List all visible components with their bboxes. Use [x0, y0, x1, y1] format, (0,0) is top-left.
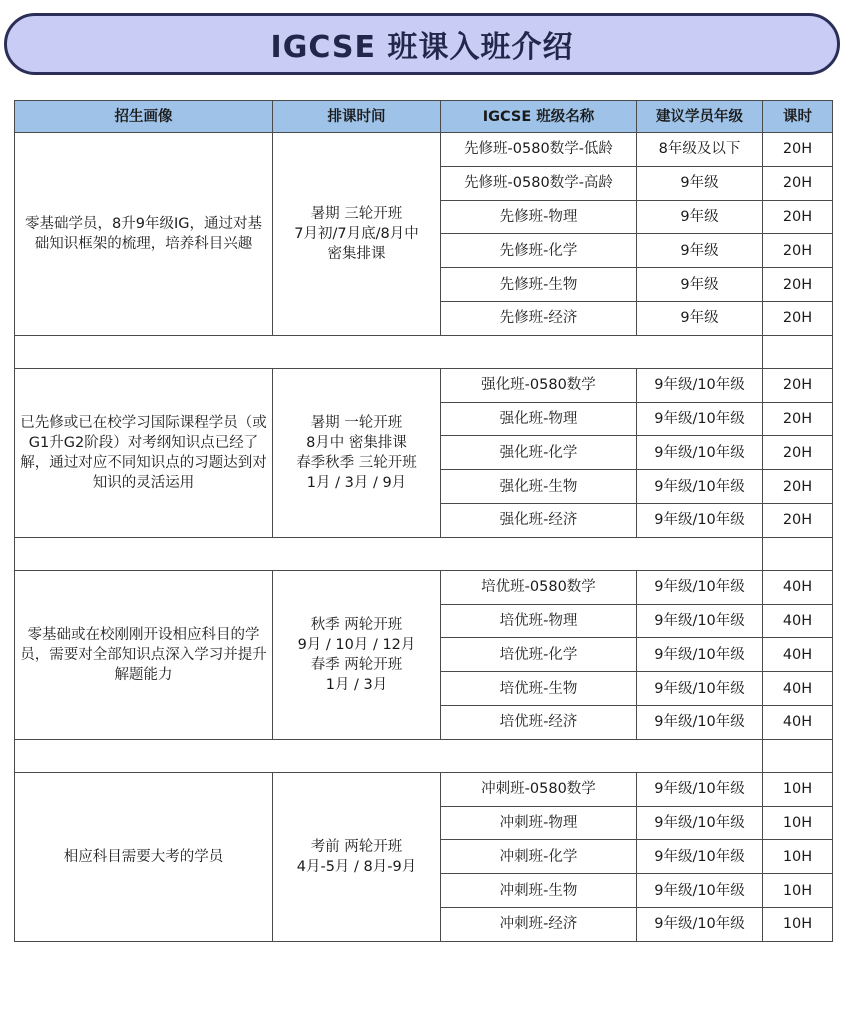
- grade-cell: 9年级/10年级: [637, 907, 763, 941]
- spacer-cell: [763, 537, 833, 570]
- schedule-line: 7月初/7月底/8月中: [294, 225, 419, 242]
- header-class-name: IGCSE 班级名称: [441, 101, 637, 133]
- class-name-cell: 先修班-0580数学-高龄: [441, 166, 637, 200]
- grade-cell: 9年级: [637, 301, 763, 335]
- table-row: [15, 772, 833, 806]
- hours-cell: 20H: [763, 301, 833, 335]
- schedule-line: 8月中 密集排课: [306, 434, 407, 451]
- hours-cell: 40H: [763, 604, 833, 638]
- hours-cell: 40H: [763, 638, 833, 672]
- class-name-cell: 冲刺班-物理: [441, 806, 637, 840]
- spacer-row: [15, 739, 833, 772]
- profile-cell: 零基础学员，8升9年级IG，通过对基础知识框架的梳理，培养科目兴趣: [15, 133, 273, 336]
- hours-cell: 10H: [763, 874, 833, 908]
- spacer-cell: [15, 335, 763, 368]
- grade-cell: 8年级及以下: [637, 133, 763, 167]
- class-name-cell: 强化班-0580数学: [441, 368, 637, 402]
- spacer-cell: [15, 739, 763, 772]
- hours-cell: 20H: [763, 436, 833, 470]
- hours-cell: 20H: [763, 200, 833, 234]
- hours-cell: 10H: [763, 840, 833, 874]
- spacer-cell: [15, 537, 763, 570]
- hours-cell: 20H: [763, 268, 833, 302]
- spacer-row: [15, 335, 833, 368]
- schedule-cell: [273, 570, 441, 739]
- class-name-cell: 培优班-物理: [441, 604, 637, 638]
- grade-cell: 9年级/10年级: [637, 772, 763, 806]
- schedule-line: 4月-5月 / 8月-9月: [296, 858, 417, 875]
- header-grade: 建议学员年级: [637, 101, 763, 133]
- class-name-cell: 先修班-物理: [441, 200, 637, 234]
- grade-cell: 9年级/10年级: [637, 570, 763, 604]
- title-banner: [4, 13, 840, 75]
- grade-cell: 9年级/10年级: [637, 638, 763, 672]
- class-name-cell: 培优班-化学: [441, 638, 637, 672]
- grade-cell: 9年级/10年级: [637, 806, 763, 840]
- class-name-cell: 先修班-经济: [441, 301, 637, 335]
- grade-cell: 9年级/10年级: [637, 604, 763, 638]
- grade-cell: 9年级/10年级: [637, 470, 763, 504]
- schedule-line: 密集排课: [327, 245, 386, 262]
- hours-cell: 20H: [763, 133, 833, 167]
- table-body: [15, 133, 833, 942]
- class-name-cell: 培优班-生物: [441, 672, 637, 706]
- class-name-cell: 强化班-化学: [441, 436, 637, 470]
- schedule-line: 1月 / 3月: [325, 676, 388, 693]
- hours-cell: 40H: [763, 570, 833, 604]
- class-name-cell: 冲刺班-经济: [441, 907, 637, 941]
- table-row: [15, 133, 833, 167]
- class-name-cell: 培优班-经济: [441, 705, 637, 739]
- spacer-cell: [763, 335, 833, 368]
- class-name-cell: 先修班-化学: [441, 234, 637, 268]
- hours-cell: 10H: [763, 806, 833, 840]
- grade-cell: 9年级: [637, 200, 763, 234]
- schedule-cell: [273, 133, 441, 336]
- hours-cell: 20H: [763, 368, 833, 402]
- spacer-cell: [763, 739, 833, 772]
- hours-cell: 20H: [763, 234, 833, 268]
- class-name-cell: 冲刺班-化学: [441, 840, 637, 874]
- page-title: IGCSE 班课入班介绍: [270, 30, 574, 65]
- schedule-cell: [273, 368, 441, 537]
- header-profile: 招生画像: [15, 101, 273, 133]
- hours-cell: 20H: [763, 470, 833, 504]
- schedule-line: 9月 / 10月 / 12月: [297, 636, 416, 653]
- hours-cell: 20H: [763, 503, 833, 537]
- grade-cell: 9年级: [637, 268, 763, 302]
- schedule-line: 春季秋季 三轮开班: [296, 454, 417, 471]
- schedule-line: 秋季 两轮开班: [310, 616, 403, 633]
- grade-cell: 9年级/10年级: [637, 874, 763, 908]
- table-header-row: [15, 101, 833, 133]
- schedule-line: 暑期 三轮开班: [310, 205, 403, 222]
- grade-cell: 9年级/10年级: [637, 402, 763, 436]
- grade-cell: 9年级/10年级: [637, 840, 763, 874]
- class-name-cell: 冲刺班-生物: [441, 874, 637, 908]
- profile-cell: 零基础或在校刚刚开设相应科目的学员，需要对全部知识点深入学习并提升解题能力: [15, 570, 273, 739]
- hours-cell: 40H: [763, 705, 833, 739]
- header-hours: 课时: [763, 101, 833, 133]
- class-name-cell: 冲刺班-0580数学: [441, 772, 637, 806]
- class-name-cell: 强化班-生物: [441, 470, 637, 504]
- grade-cell: 9年级: [637, 234, 763, 268]
- table-row: [15, 368, 833, 402]
- schedule-line: 1月 / 3月 / 9月: [306, 474, 407, 491]
- table-row: [15, 570, 833, 604]
- hours-cell: 10H: [763, 907, 833, 941]
- grade-cell: 9年级/10年级: [637, 368, 763, 402]
- hours-cell: 40H: [763, 672, 833, 706]
- class-name-cell: 培优班-0580数学: [441, 570, 637, 604]
- schedule-cell: [273, 772, 441, 941]
- grade-cell: 9年级/10年级: [637, 436, 763, 470]
- spacer-row: [15, 537, 833, 570]
- hours-cell: 10H: [763, 772, 833, 806]
- class-name-cell: 强化班-物理: [441, 402, 637, 436]
- profile-cell: 相应科目需要大考的学员: [15, 772, 273, 941]
- profile-cell: 已先修或已在校学习国际课程学员（或G1升G2阶段）对考纲知识点已经了解，通过对应不同知识点的习题达到对知识的灵活运用: [15, 368, 273, 537]
- course-table: [14, 100, 833, 942]
- header-schedule: 排课时间: [273, 101, 441, 133]
- class-name-cell: 强化班-经济: [441, 503, 637, 537]
- grade-cell: 9年级/10年级: [637, 503, 763, 537]
- class-name-cell: 先修班-生物: [441, 268, 637, 302]
- grade-cell: 9年级/10年级: [637, 705, 763, 739]
- hours-cell: 20H: [763, 166, 833, 200]
- schedule-line: 考前 两轮开班: [310, 838, 403, 855]
- hours-cell: 20H: [763, 402, 833, 436]
- schedule-line: 暑期 一轮开班: [310, 414, 403, 431]
- schedule-line: 春季 两轮开班: [310, 656, 403, 673]
- grade-cell: 9年级: [637, 166, 763, 200]
- grade-cell: 9年级/10年级: [637, 672, 763, 706]
- class-name-cell: 先修班-0580数学-低龄: [441, 133, 637, 167]
